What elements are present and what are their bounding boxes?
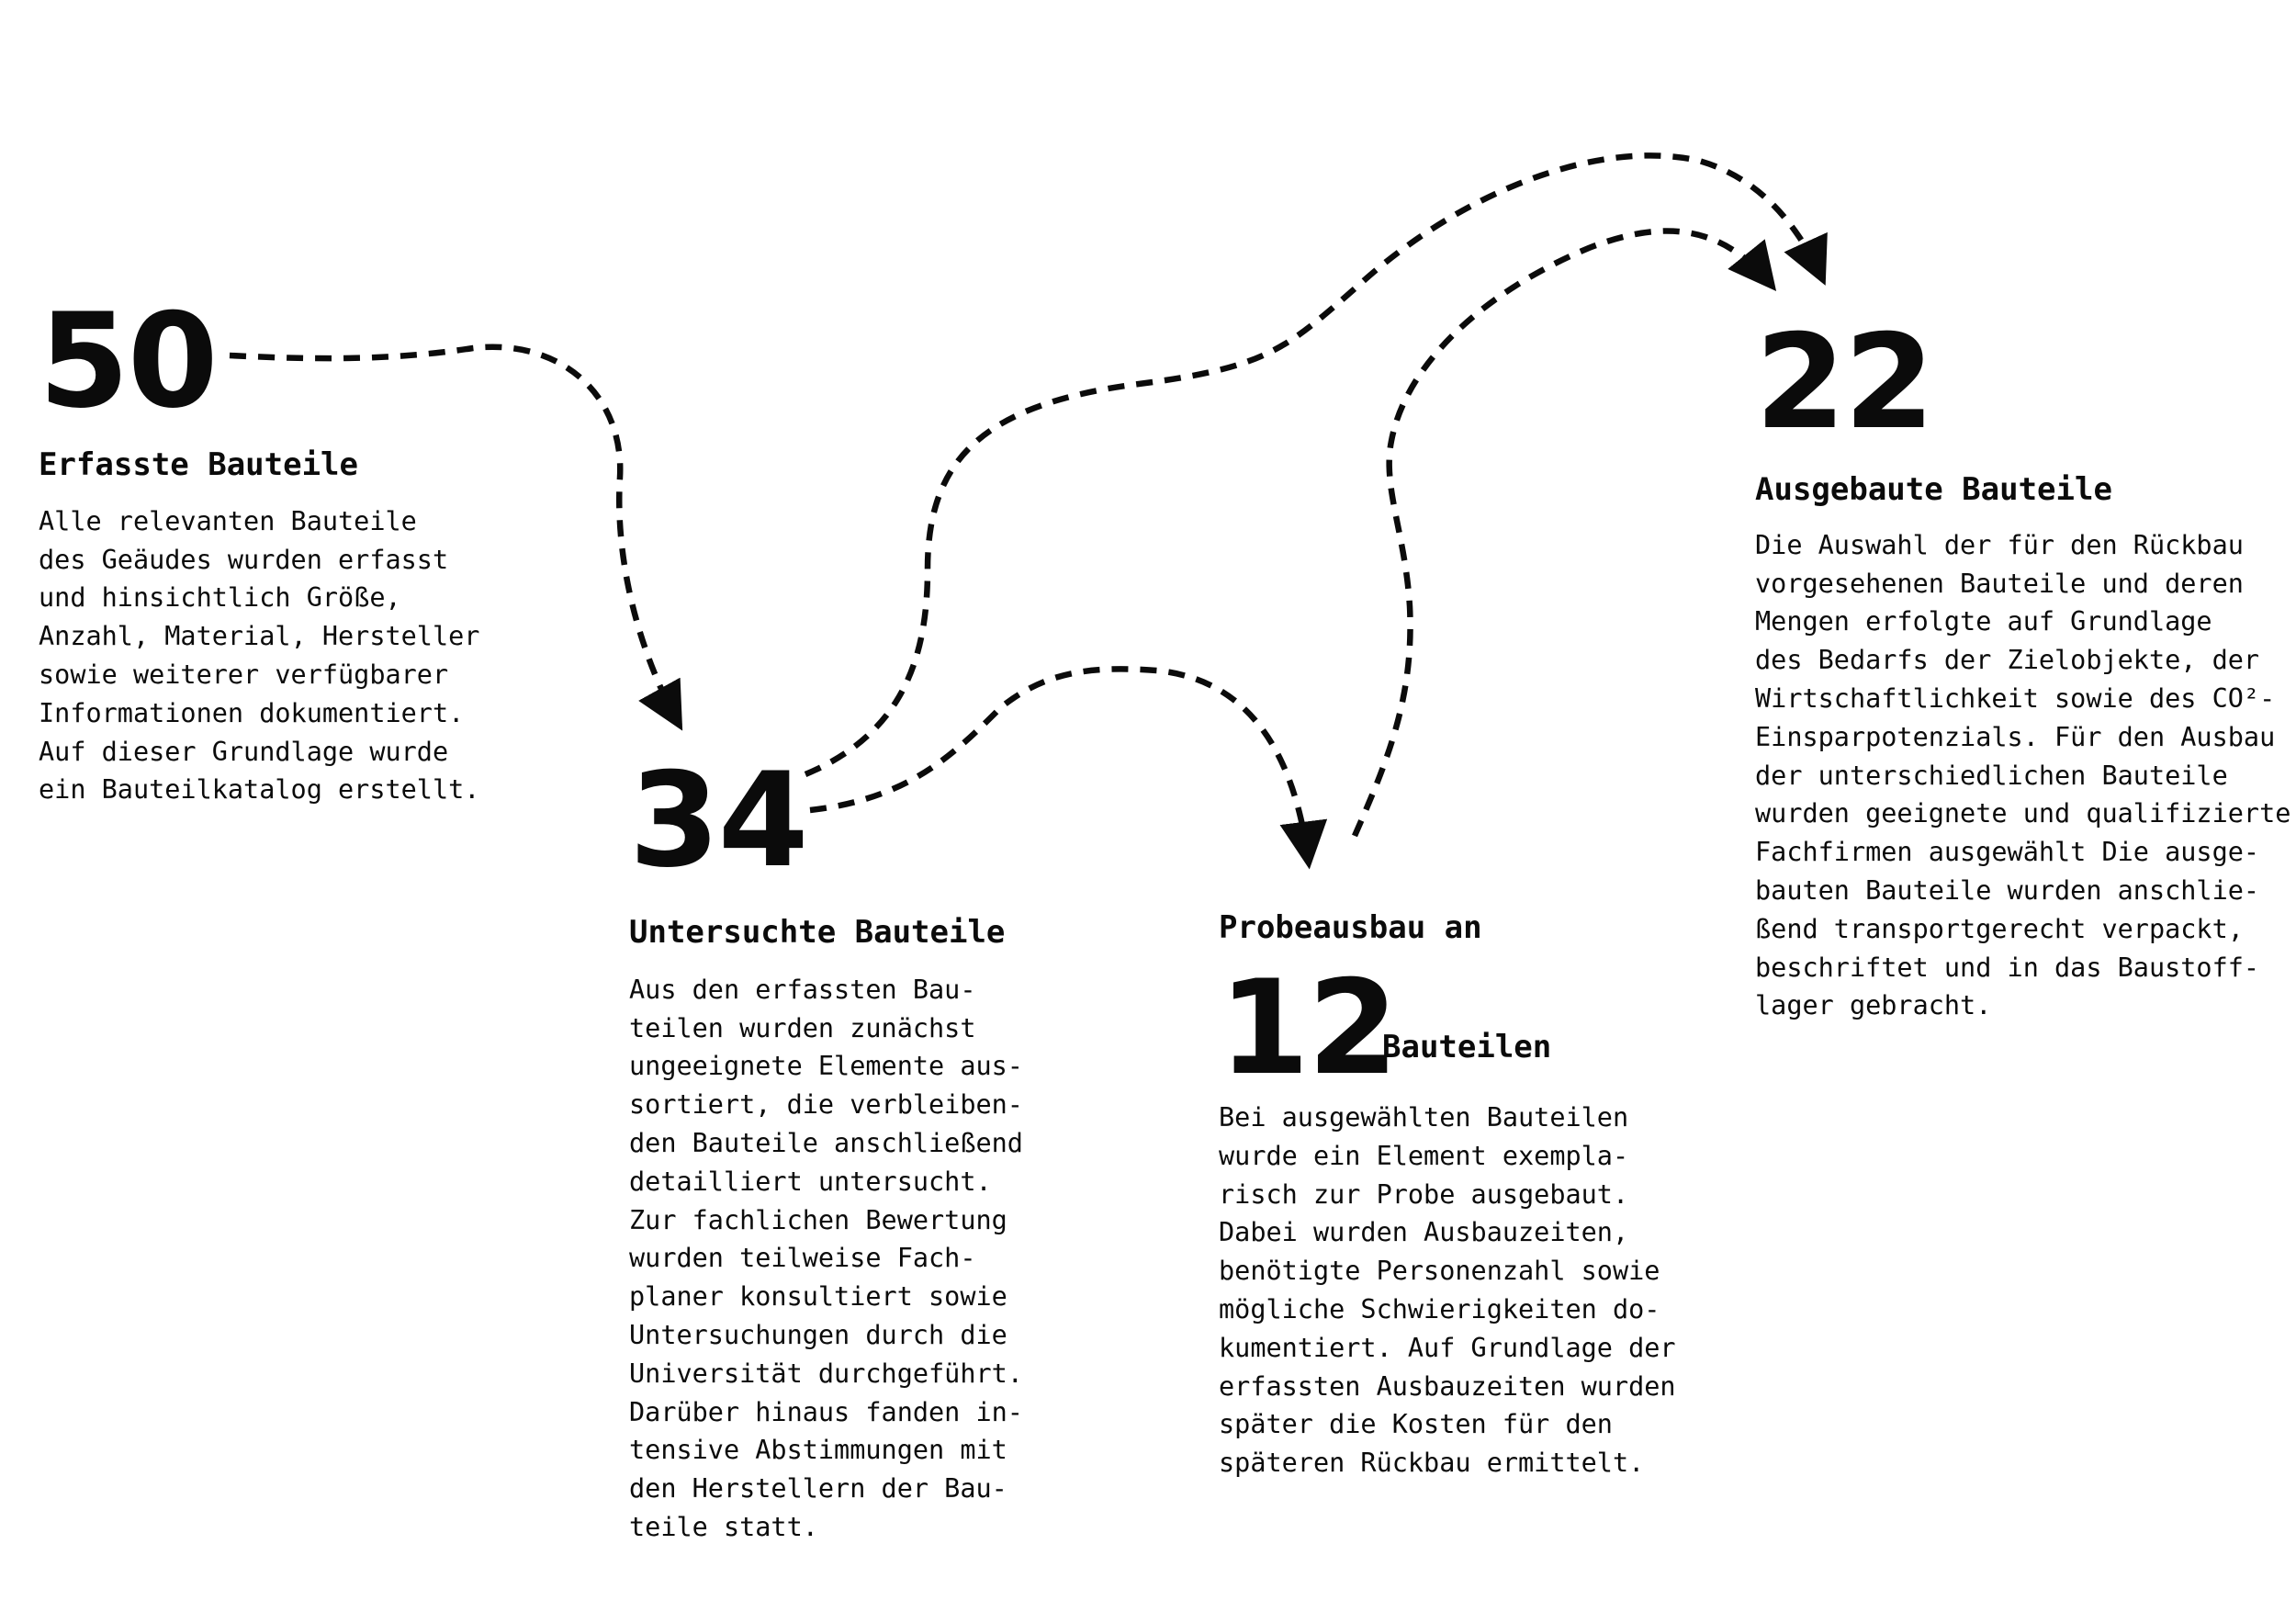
- stage-ausgebaute-bauteile: [1755, 307, 2291, 1025]
- arrow-34-to-22-top: [805, 155, 1823, 774]
- stage-title-suffix: Bauteilen: [1382, 1029, 1552, 1065]
- stage-untersuchte-bauteile: [629, 745, 1033, 1547]
- stage-erfasste-bauteile: [39, 286, 516, 809]
- stage-number: 34: [629, 745, 807, 896]
- stage-description: Bei ausgewählten Bauteilen wurde ein Element exempla- risch zur Probe ausgebaut. Dabei wurden Ausbauzeiten, benötigte Personenzahl sowie mögliche Schwierigkeiten do- kumentiert. Auf Grundlage der erfassten Ausbauzeiten wurden später die Kosten für den späteren Rückbau ermittelt.: [1219, 1102, 1676, 1479]
- stage-number: 50: [39, 286, 217, 437]
- stage-number: 12: [1219, 952, 1397, 1104]
- stage-title: Untersuchte Bauteile: [629, 914, 1006, 951]
- stage-probeausbau: [1219, 909, 1678, 1497]
- stage-title: Erfasste Bauteile: [39, 446, 358, 483]
- stage-title: Ausgebaute Bauteile: [1755, 471, 2112, 508]
- stage-description: Alle relevanten Bauteile des Geäudes wurden erfasst und hinsichtlich Größe, Anzahl, Material, Hersteller sowie weiterer verfügbarer Informationen dokumentiert. Auf dieser Grundlage wurde ein Bauteilkatalog erstellt.: [39, 505, 480, 806]
- stage-description: Die Auswahl der für den Rückbau vorgesehenen Bauteile und deren Mengen erfolgte auf Grundlage des Bedarfs der Zielobjekte, der Wirtschaftlichkeit sowie des CO²- Einsparpotenzials. Für den Ausbau der unterschiedlichen Bauteile wurden geeignete und qualifizierte Fachfirmen ausgewählt Die ausge- bauten Bauteile wurden anschlie- ßend transportgerecht verpackt, beschriftet und in das Baustoff- lager gebracht.: [1755, 529, 2291, 1021]
- stage-number: 22: [1755, 307, 1933, 458]
- stage-title-prefix: Probeausbau an: [1219, 909, 1482, 946]
- arrow-12-to-22: [1355, 231, 1773, 836]
- stage-description: Aus den erfassten Bau- teilen wurden zunächst ungeeignete Elemente aus- sortiert, die verbleiben- den Bauteile anschließend detailliert untersucht. Zur fachlichen Bewertung wurden teilweise Fach- planer konsultiert sowie Untersuchungen durch die Universität durchgeführt. Darüber hinaus fanden in- tensive Abstimmungen mit den Herstellern der Bau- teile statt.: [629, 974, 1023, 1542]
